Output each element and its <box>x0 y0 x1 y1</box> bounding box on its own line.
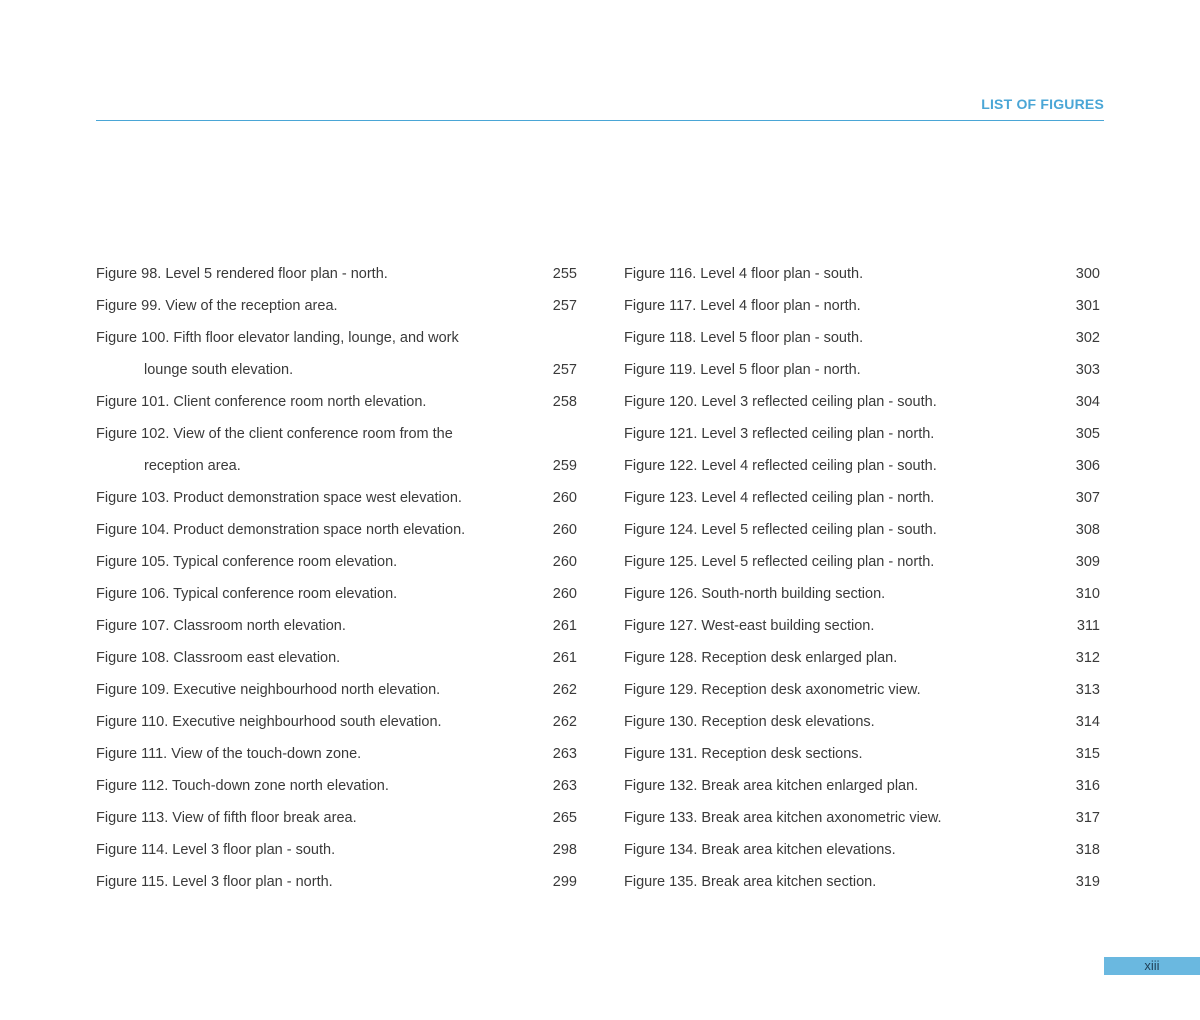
figure-entry <box>96 738 577 770</box>
page-number: xiii <box>1104 957 1200 975</box>
figure-entry <box>624 866 1100 898</box>
figure-caption: Figure 129. Reception desk axonometric view. <box>624 682 921 698</box>
figure-caption: Figure 130. Reception desk elevations. <box>624 714 875 730</box>
figure-caption: Figure 118. Level 5 floor plan - south. <box>624 330 864 346</box>
figure-page-number: 255 <box>552 266 577 282</box>
figure-caption: Figure 113. View of fifth floor break area. <box>96 810 357 826</box>
figure-entry <box>96 514 577 546</box>
figure-caption: Figure 125. Level 5 reflected ceiling plan - north. <box>624 554 935 570</box>
figure-entry <box>96 546 577 578</box>
figure-page-number: 317 <box>1075 810 1100 826</box>
figure-caption: reception area. <box>144 458 241 474</box>
figure-entry <box>624 354 1100 386</box>
figure-entry <box>96 482 577 514</box>
figure-list-right-column <box>624 258 1100 898</box>
figure-entry <box>96 866 577 898</box>
figure-entry <box>96 834 577 866</box>
figure-page-number: 261 <box>552 650 577 666</box>
figure-caption: Figure 103. Product demonstration space west elevation. <box>96 490 462 506</box>
figure-page-number: 298 <box>552 842 577 858</box>
figure-page-number: 300 <box>1075 266 1100 282</box>
figure-caption: Figure 124. Level 5 reflected ceiling plan - south. <box>624 522 937 538</box>
figure-page-number: 318 <box>1075 842 1100 858</box>
figure-entry <box>624 290 1100 322</box>
figure-caption: Figure 109. Executive neighbourhood north elevation. <box>96 682 441 698</box>
figure-page-number: 315 <box>1075 746 1100 762</box>
figure-page-number: 313 <box>1075 682 1100 698</box>
figure-entry <box>624 450 1100 482</box>
figure-caption: Figure 110. Executive neighbourhood south elevation. <box>96 714 442 730</box>
figure-page-number: 262 <box>552 714 577 730</box>
figure-entry <box>624 610 1100 642</box>
figure-page-number: 309 <box>1075 554 1100 570</box>
figure-entry <box>624 322 1100 354</box>
figure-entry <box>96 386 577 418</box>
figure-caption: Figure 100. Fifth floor elevator landing, lounge, and work <box>96 330 459 346</box>
figure-entry <box>96 258 577 290</box>
figure-caption: Figure 104. Product demonstration space north elevation. <box>96 522 466 538</box>
figure-entry <box>96 290 577 322</box>
figure-page-number: 261 <box>552 618 577 634</box>
figure-caption: Figure 112. Touch-down zone north elevation. <box>96 778 389 794</box>
figure-caption: Figure 105. Typical conference room elevation. <box>96 554 398 570</box>
figure-entry <box>96 610 577 642</box>
figure-page-number: 308 <box>1075 522 1100 538</box>
figure-caption: Figure 115. Level 3 floor plan - north. <box>96 874 333 890</box>
figure-entry <box>96 578 577 610</box>
figure-page-number: 258 <box>552 394 577 410</box>
figure-caption: lounge south elevation. <box>144 362 294 378</box>
figure-entry <box>96 322 577 354</box>
figure-page-number: 316 <box>1075 778 1100 794</box>
figure-page-number: 259 <box>552 458 577 474</box>
figure-page-number: 305 <box>1075 426 1100 442</box>
header-divider <box>96 120 1104 121</box>
figure-caption: Figure 120. Level 3 reflected ceiling plan - south. <box>624 394 937 410</box>
figure-page-number: 263 <box>552 746 577 762</box>
figure-caption: Figure 119. Level 5 floor plan - north. <box>624 362 861 378</box>
figure-caption: Figure 134. Break area kitchen elevations. <box>624 842 896 858</box>
figure-page-number: 265 <box>552 810 577 826</box>
figure-entry <box>624 834 1100 866</box>
figure-entry <box>624 770 1100 802</box>
figure-entry <box>624 258 1100 290</box>
figure-entry <box>624 546 1100 578</box>
figure-caption: Figure 102. View of the client conference room from the <box>96 426 453 442</box>
figure-caption: Figure 126. South-north building section. <box>624 586 886 602</box>
figure-page-number: 262 <box>552 682 577 698</box>
figure-entry <box>96 450 577 482</box>
figure-entry <box>624 418 1100 450</box>
figure-page-number: 312 <box>1075 650 1100 666</box>
figure-page-number: 299 <box>552 874 577 890</box>
figure-caption: Figure 107. Classroom north elevation. <box>96 618 346 634</box>
figure-entry <box>624 674 1100 706</box>
figure-page-number: 303 <box>1075 362 1100 378</box>
figure-entry <box>96 770 577 802</box>
page-title: LIST OF FIGURES <box>981 96 1104 112</box>
figure-caption: Figure 128. Reception desk enlarged plan. <box>624 650 898 666</box>
figure-page-number: 302 <box>1075 330 1100 346</box>
figure-page-number: 257 <box>552 362 577 378</box>
figure-entry <box>96 674 577 706</box>
figure-entry <box>96 642 577 674</box>
figure-page-number: 304 <box>1075 394 1100 410</box>
figure-page-number: 301 <box>1075 298 1100 314</box>
figure-entry <box>96 354 577 386</box>
figure-page-number: 311 <box>1076 618 1100 634</box>
figure-caption: Figure 123. Level 4 reflected ceiling plan - north. <box>624 490 935 506</box>
figure-caption: Figure 122. Level 4 reflected ceiling plan - south. <box>624 458 937 474</box>
figure-entry <box>96 802 577 834</box>
figure-caption: Figure 121. Level 3 reflected ceiling plan - north. <box>624 426 935 442</box>
figure-entry <box>624 738 1100 770</box>
figure-entry <box>624 642 1100 674</box>
figure-entry <box>624 386 1100 418</box>
figure-page-number: 310 <box>1075 586 1100 602</box>
figure-entry <box>624 482 1100 514</box>
figure-entry <box>624 514 1100 546</box>
figure-entry <box>624 706 1100 738</box>
figure-page-number: 260 <box>552 554 577 570</box>
figure-caption: Figure 101. Client conference room north elevation. <box>96 394 427 410</box>
figure-caption: Figure 114. Level 3 floor plan - south. <box>96 842 336 858</box>
figure-caption: Figure 131. Reception desk sections. <box>624 746 863 762</box>
figure-page-number: 260 <box>552 522 577 538</box>
figure-entry <box>624 802 1100 834</box>
figure-page-number: 263 <box>552 778 577 794</box>
figure-caption: Figure 106. Typical conference room elevation. <box>96 586 398 602</box>
figure-entry <box>96 418 577 450</box>
figure-caption: Figure 117. Level 4 floor plan - north. <box>624 298 861 314</box>
figure-caption: Figure 99. View of the reception area. <box>96 298 338 314</box>
figure-caption: Figure 111. View of the touch-down zone. <box>96 746 362 762</box>
figure-caption: Figure 127. West-east building section. <box>624 618 875 634</box>
figure-page-number: 306 <box>1075 458 1100 474</box>
figure-entry <box>96 706 577 738</box>
figure-caption: Figure 108. Classroom east elevation. <box>96 650 341 666</box>
figure-caption: Figure 116. Level 4 floor plan - south. <box>624 266 864 282</box>
figure-caption: Figure 132. Break area kitchen enlarged plan. <box>624 778 919 794</box>
figure-page-number: 257 <box>552 298 577 314</box>
figure-page-number: 260 <box>552 586 577 602</box>
figure-caption: Figure 133. Break area kitchen axonometric view. <box>624 810 942 826</box>
figure-page-number: 319 <box>1075 874 1100 890</box>
figure-page-number: 260 <box>552 490 577 506</box>
figure-caption: Figure 98. Level 5 rendered floor plan - north. <box>96 266 388 282</box>
figure-page-number: 314 <box>1075 714 1100 730</box>
figure-page-number: 307 <box>1075 490 1100 506</box>
figure-entry <box>624 578 1100 610</box>
figure-list-left-column <box>96 258 577 898</box>
figure-caption: Figure 135. Break area kitchen section. <box>624 874 877 890</box>
